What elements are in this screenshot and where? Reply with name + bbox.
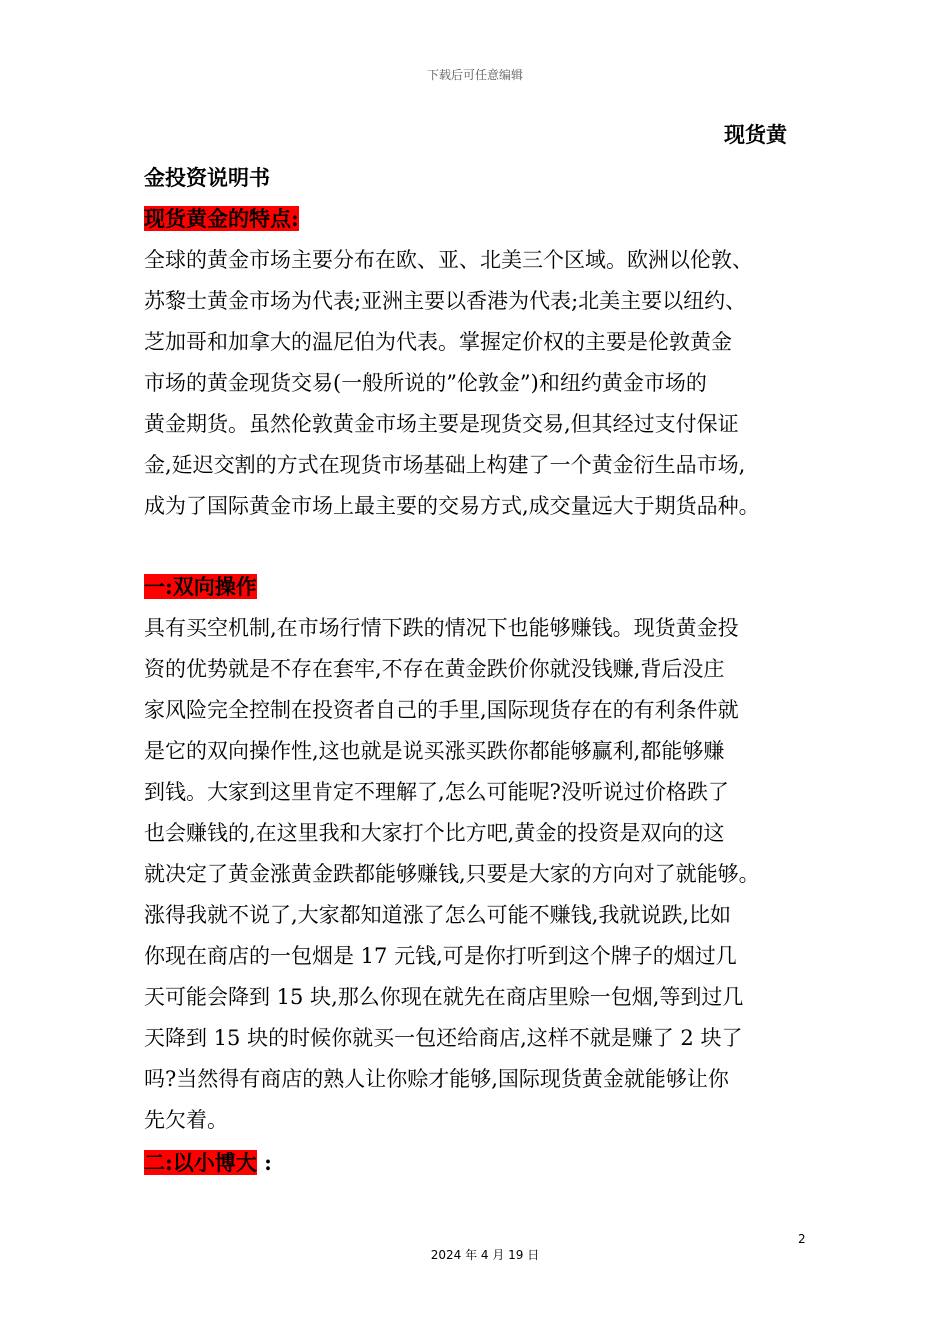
paragraph-line: 是它的双向操作性,这也就是说买涨买跌你都能够赢利,都能够赚 [144,739,725,763]
paragraph-line: 金,延迟交割的方式在现货市场基础上构建了一个黄金衍生品市场, [144,453,746,477]
document-title-part2: 金投资说明书 [144,165,270,190]
highlighted-heading: 一:双向操作 [144,574,257,599]
paragraph-line: 市场的黄金现货交易(一般所说的”伦敦金”)和纽约黄金市场的 [144,371,707,395]
heading-colon: : [256,1150,272,1175]
paragraph-line: 你现在商店的一包烟是 17 元钱,可是你打听到这个牌子的烟过几 [144,944,737,968]
paragraph-line: 也会赚钱的,在这里我和大家打个比方吧,黄金的投资是双向的这 [144,821,725,845]
paragraph-line: 就决定了黄金涨黄金跌都能够赚钱,只要是大家的方向对了就能够。 [144,862,760,886]
paragraph-line: 成为了国际黄金市场上最主要的交易方式,成交量远大于期货品种。 [144,494,760,518]
section-heading-leverage [144,1150,272,1176]
section-heading-features [144,206,299,232]
paragraph-line: 天可能会降到 15 块,那么你现在就先在商店里赊一包烟,等到过几 [144,985,744,1009]
highlighted-heading: 二:以小博大 [144,1150,257,1175]
paragraph-line: 天降到 15 块的时候你就买一包还给商店,这样不就是赚了 2 块了 [144,1026,743,1050]
paragraph-line: 具有买空机制,在市场行情下跌的情况下也能够赚钱。现货黄金投 [144,616,739,640]
paragraph-line: 到钱。大家到这里肯定不理解了,怎么可能呢?没听说过价格跌了 [144,780,729,804]
paragraph-line: 家风险完全控制在投资者自己的手里,国际现货存在的有利条件就 [144,698,739,722]
paragraph-line: 芝加哥和加拿大的温尼伯为代表。掌握定价权的主要是伦敦黄金 [144,330,732,354]
footer-date: 2024 年 4 月 19 日 [430,1248,540,1262]
paragraph-line: 吗?当然得有商店的熟人让你赊才能够,国际现货黄金就能够让你 [144,1067,729,1091]
paragraph-line: 涨得我就不说了,大家都知道涨了怎么可能不赚钱,我就说跌,比如 [144,903,732,927]
page-number: 2 [798,1232,806,1246]
paragraph-line: 苏黎士黄金市场为代表;亚洲主要以香港为代表;北美主要以纽约、 [144,289,747,313]
document-title-part1: 现货黄 [724,122,787,147]
paragraph-line: 黄金期货。虽然伦敦黄金市场主要是现货交易,但其经过支付保证 [144,412,739,436]
paragraph-line: 先欠着。 [144,1108,228,1132]
section-heading-two-way [144,574,257,600]
highlighted-heading: 现货黄金的特点: [144,206,299,231]
paragraph-line: 资的优势就是不存在套牢,不存在黄金跌价你就没钱赚,背后没庄 [144,657,725,681]
paragraph-line: 全球的黄金市场主要分布在欧、亚、北美三个区域。欧洲以伦敦、 [144,248,753,272]
header-note: 下载后可任意编辑 [426,68,523,82]
